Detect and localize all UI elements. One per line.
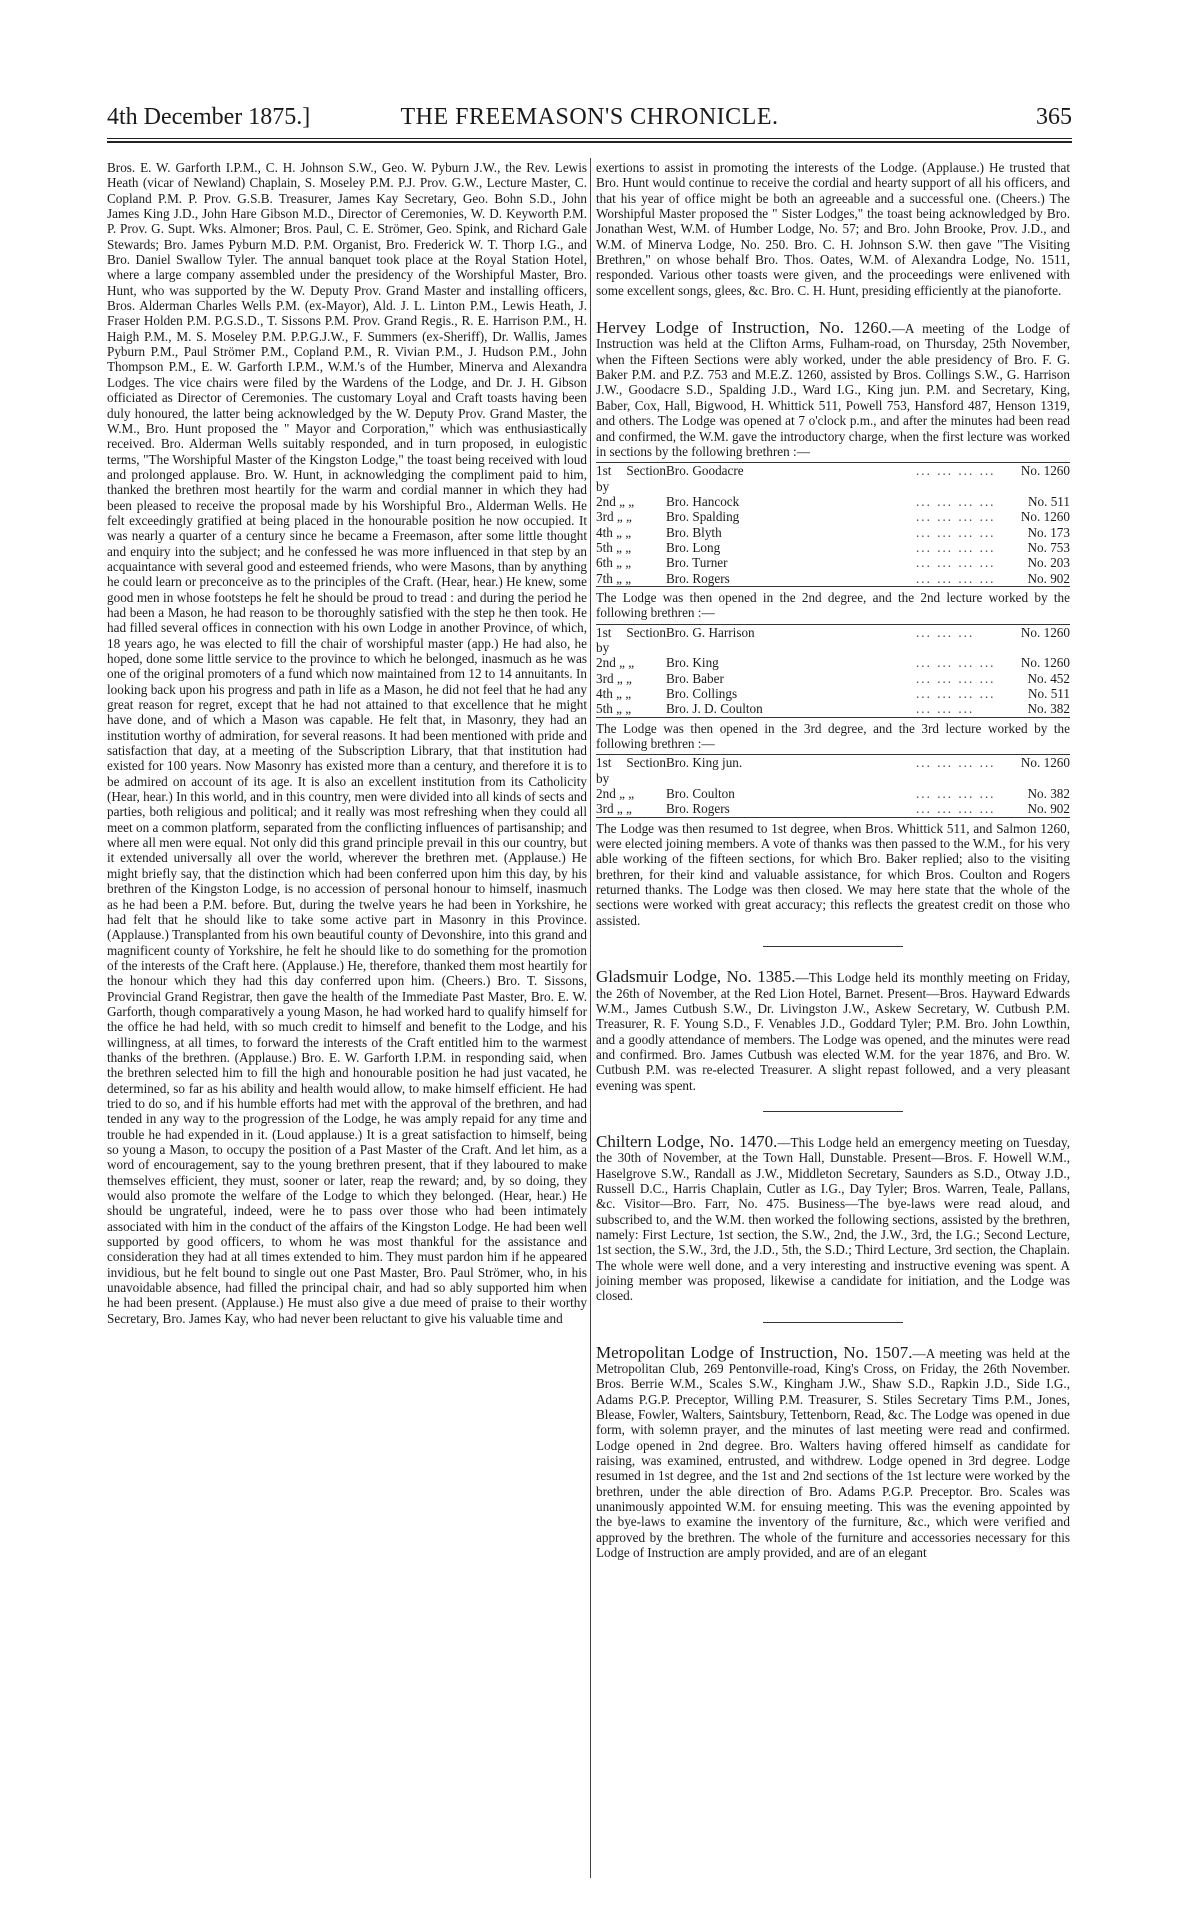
leader-dots: ... ... ... ... <box>916 555 996 571</box>
third-degree-text: The Lodge was then opened in the 3rd degree, and the 3rd lecture worked by the following brethren :— <box>596 720 1070 752</box>
kingston-lodge-continuation: exertions to assist in promoting the interests of the Lodge. (Applause.) He trusted that Bro. Hunt would continue to receive the cordial and hearty support of all his officers, and that his year of office might be both an agreeable and a successful one. (Cheers.) The Worshipful Master proposed the " Sister Lodges," the toast being acknowledged by Bro. Jonathan West, W.M. of Humber Lodge, No. 57; and Bro. John Brooke, Prov. J.D., and W.M. of Minerva Lodge, No. 250. Bro. C. H. Johnson S.W. then gave "The Visiting Brethren," on whose behalf Bro. Thos. Oates, W.M. of Alexandra Lodge, No. 1511, responded. Various other toasts were given, and the proceedings were enlivened with some excellent songs, glees, &c. Bro. C. H. Hunt, presiding efficiently at the pianoforte. <box>596 160 1070 298</box>
leader-dots: ... ... ... ... <box>916 801 996 817</box>
article-body: —This Lodge held its monthly meeting on Friday, the 26th of November, at the Red Lion Hotel, Barnet. Present—Bros. Hayward Edwards W.M., James Cutbush S.W., Dr. Livingston J.W., Askew Secretary, W. Cutbush P.M. Treasurer, R. F. Young S.D., F. Venables J.D., Goddard Tyler; P.M. Bro. John Lowthin, and a goodly attendance of members. The Lodge was opened, and the minutes were read and confirmed. Bro. James Cutbush was elected W.M. for the year 1876, and Bro. W. Cutbush P.M. was re-elected Treasurer. A slight repast followed, and a very pleasant evening was spent. <box>596 970 1070 1093</box>
section-row <box>596 571 1070 587</box>
leader-dots: ... ... ... ... <box>916 493 996 509</box>
section-row <box>596 655 1070 670</box>
second-degree-text: The Lodge was then opened in the 2nd degree, and the 2nd lecture worked by the following brethren :— <box>596 589 1070 621</box>
masthead <box>107 100 1072 140</box>
section-row <box>596 671 1070 686</box>
page-number: 365 <box>1036 104 1072 130</box>
brother-name: Bro. J. D. Coulton <box>666 701 763 717</box>
kingston-lodge-report: Bros. E. W. Garforth I.P.M., C. H. Johnson S.W., Geo. W. Pyburn J.W., the Rev. Lewis Heath (vicar of Newland) Chaplain, S. Moseley P.M. P.J. Prov. G.W., Lecture Master, C. Copland P.M. P. Prov. G.S.B. Treasurer, James Kay Secretary, Geo. Bohn S.D., John James King J.D., John Hare Gibson M.D., Director of Ceremonies, W. D. Keyworth P.M. P. Prov. G. Supt. Wks. Almoner; Bros. Paul, C. E. Strömer, Geo. Spink, and Richard Gale Stewards; Bro. James Pyburn M.D. P.M. Organist, Bro. Frederick W. T. Thorp I.G., and Bro. Daniel Swallow Tyler. The annual banquet took place at the Royal Station Hotel, where a large company assembled under the presidency of the Worshipful Master, Bro. Hunt, who was supported by the W. Deputy Prov. Grand Master and installing officers, Bros. Alderman Charles Wells P.M. (ex-Mayor), Ald. J. L. Linton P.M., Lewis Heath, J. Fraser Holden P.M. P.G.S.D., T. Sissons P.M. Prov. Grand Regis., R. E. Harrison P.M., H. Haigh P.M., M. S. Moseley P.M. P.P.G.J.W., F. Summers (ex-Sheriff), Dr. Wallis, James Pyburn P.M., Paul Strömer P.M., Copland P.M., R. Vivian P.M., J. Hudson P.M., John Thompson P.M., E. W. Garforth I.P.M., W.M.'s of the Humber, Minerva and Alexandra Lodges. The vice chairs were filed by the Wardens of the Lodge, and Dr. J. H. Gibson officiated as Director of Ceremonies. The customary Loyal and Craft toasts having been duly honoured, the latter being acknowledged by the W. Deputy Prov. Grand Master, the W.M., Bro. Hunt proposed the " Mayor and Corporation," which was enthusiastically received. Bro. Alderman Wells suitably responded, and in turn proposed, in eulogistic terms, "The Worshipful Master of the Kingston Lodge," the toast being received with loud and prolonged applause. Bro. W. Hunt, in acknowledging the compliment paid to him, thanked the brethren most heartily for the warm and cordial manner in which they had been pleased to receive the proposal made by his Worshipful Bro., Alderman Wells. He felt exceedingly gratified at being placed in the honourable position he now occupied. It was nearly a quarter of a century since he became a Freemason, after some little thought and enquiry into the subject; and he confessed he was more influenced in that step by an acquaintance with several good and esteemed friends, who were Masons, than by anything he could learn or preconceive as to the principles of the Craft. (Hear, hear.) He knew, some good men in whose footsteps he felt he should be proud to tread : and during the period he had been a Mason, he had reason to be thoroughly satisfied with the step he then took. He had filled several offices in connection with his own Lodge in another Province, of which, 18 years ago, he was elected to fill the chair of worshipful master (app.) He had also, he hoped, done some little service to the province to which he belonged, inasmuch as he was one of the original promoters of a fund which now maintained from 12 to 14 annuitants. In looking back upon his progress and path in life as a Mason, he did not feel that he had any great reason for regret, except that he had not attained to that excellence that he might have done, and of which a Mason was capable. He felt that, in Masonry, they had an institution worthy of admiration, for several reasons. It had been mentioned with pride and satisfaction that day, at a meeting of the Subscription Library, that that institution had existed for 100 years. Now Masonry has existed more than a century, and therefore it is to be admired on account of its age. It is also an excellent institution from its Catholicity (Hear, hear.) In this world, and in this country, men were divided into all kinds of sects and parties, both religious and political; and it really was most refreshing when they could all meet on a common platform, separated from the conflicting influences of partisanship; and where all men were equal. Not only did this grand principle prevail in this our country, but it extended universally all over the world, wherever the brethren met. (Applause.) He might briefly say, that the distinction which had been conferred upon him this day, by his brethren of the Kingston Lodge, is no accession of personal honour to himself, inasmuch as he had been a P.M. before. But, during the twelve years he had been in Yorkshire, he had felt that he should like to take some active part in Masonry in this Province. (Applause.) Transplanted from his own beautiful county of Devonshire, into this grand and magnificent county of Yorkshire, he felt he should like to do something for the promotion of the interests of the Craft here. (Applause.) He, therefore, thanked them most heartily for the honour which they had this day conferred upon him. (Cheers.) Bro. T. Sissons, Provincial Grand Registrar, then gave the health of the Immediate Past Master, Bro. E. W. Garforth, though comparatively a young Mason, he had worked hard to qualify himself for the office he had held, with so much credit to himself and benefit to the Lodge, and his willingness, at all times, to forward the interests of the Craft entitled him to the warmest thanks of the brethren. (Applause.) Bro. E. W. Garforth I.P.M. in responding said, when the brethren selected him to fill the high and honourable position he had just vacated, he determined, so far as his ability and health would allow, to make himself efficient. He had tried to do so, and if his humble efforts had met with the approval of the brethren, and had tended in any way to the progression of the Lodge, he was amply repaid for any time and trouble he had expended in it. (Loud applause.) It is a great satisfaction to himself, being so young a Mason, to occupy the position of a Past Master of the Craft. And let him, as a word of encouragement, say to the young brethren present, that if they laboured to make themselves efficient, they must, sooner or later, reap the reward; and, by so doing, they would also promote the welfare of the Lodge to which they belonged. (Hear, hear.) He should be ungrateful, indeed, were he to pass over those who had been intimately associated with him in the conduct of the affairs of the Kingston Lodge. He had been well supported by good officers, to whom he was most thankful for the assistance and consideration they had at all times extended to him. They must pardon him if he appeared invidious, but he felt bound to single out one Past Master, Bro. Paul Strömer, who, in his unavoidable absence, had filled the principal chair, and had so ably supported him when he had been present. (Applause.) He must also give a due meed of praise to their worthy Secretary, Bro. James Kay, who had never been reluctant to give his valuable time and <box>107 160 587 1326</box>
lodge-number: No. 1260 <box>1020 755 1070 771</box>
article-body: —A meeting was held at the Metropolitan Club, 269 Pentonville-road, King's Cross, on Friday, the 26th November. Bros. Berrie W.M., Scales S.W., Kingham J.W., Shaw S.D., Rapkin J.D., Side I.G., Adams P.G.P. Preceptor, Willing P.M. Treasurer, S. Stiles Secretary Tims P.M., Jones, Blease, Fowler, Walters, Saintsbury, Tettenborn, Read, &c. The Lodge was opened in due form, with solemn prayer, and the minutes of last meeting were read and confirmed. Lodge opened in 2nd degree. Bro. Walters having offered himself as candidate for raising, was examined, entrusted, and withdrew. Lodge opened in 3rd degree. Lodge resumed in 1st degree, and the 1st and 2nd sections of the 1st lecture were worked by the brethren, under the able direction of Bro. Adams P.G.P. Preceptor. Bro. Scales was unanimously appointed W.M. for ensuing meeting. This was the evening appointed by the bye-laws to examine the inventory of the furniture, &c., which were verified and approved by the brethren. The whole of the furniture and accessories necessary for this Lodge of Instruction are amply provided, and are of an elegant <box>596 1345 1070 1561</box>
leader-dots: ... ... ... <box>916 624 975 640</box>
brother-name: Bro. Rogers <box>666 570 730 586</box>
lodge-number: No. 203 <box>1027 555 1070 571</box>
brother-name: Bro. Long <box>666 539 721 555</box>
section-ordinal: 5th „ „ <box>596 539 632 555</box>
article-heading: Gladsmuir Lodge, No. 1385. <box>596 967 796 987</box>
article-heading: Hervey Lodge of Instruction, No. 1260. <box>596 318 892 338</box>
lodge-number: No. 382 <box>1027 701 1070 717</box>
section-row <box>596 540 1070 555</box>
brother-name: Bro. Goodacre <box>666 463 744 479</box>
leader-dots: ... ... ... ... <box>916 463 996 479</box>
article-intro: —A meeting of the Lodge of Instruction was held at the Clifton Arms, Fulham-road, on Thursday, 25th November, when the Fifteen Sections were ably worked, under the able presidency of Bro. F. G. Baker P.M. and P.Z. 753 and M.E.Z. 1260, assisted by Bros. Collings S.W., G. Harrison J.W., Goodacre S.D., Spalding J.D., Ward I.G., King jun. P.M. and Secretary, King, Baber, Cox, Hall, Bigwood, H. Whittick 511, Powell 753, Hansford 487, Henson 1319, and others. The Lodge was opened at 7 o'clock p.m., and after the minutes had been read and confirmed, the W.M. gave the introductory charge, when the first lecture was worked in sections by the following brethren :— <box>596 321 1070 459</box>
issue-date: 4th December 1875.] <box>107 104 311 130</box>
article-body: —This Lodge held an emergency meeting on Tuesday, the 30th of November, at the Town Hall, Dunstable. Present—Bros. F. Howell W.M., Haselgrove S.W., Randall as J.W., Middleton Secretary, Saunders as S.D., Otway J.D., Russell D.C., Harris Chaplain, Cutler as I.G., Day Tyler; Bros. Warren, Teale, Pallans, &c. Visitor—Bro. Farr, No. 475. Business—The bye-laws were read aloud, and subscribed to, and the W.M. then worked the following sections, assisted by the brethren, namely: First Lecture, 1st section, the S.W., 2nd, the J.W., 3rd, the I.G.; Second Lecture, 1st section, the S.W., 3rd, the J.D., 5th, the S.D.; Third Lecture, 3rd section, the Chaplain. The whole were well done, and a very interesting and instructive evening was spent. A joining member was proposed, likewise a candidate for initiation, and the Lodge was closed. <box>596 1134 1070 1304</box>
brother-name: Bro. Hancock <box>666 493 740 509</box>
leader-dots: ... ... ... ... <box>916 686 996 701</box>
lodge-number: No. 511 <box>1027 686 1070 701</box>
lodge-number: No. 1260 <box>1020 655 1070 671</box>
brother-name: Bro. Spalding <box>666 509 740 525</box>
section-row <box>596 686 1070 701</box>
leader-dots: ... ... ... ... <box>916 755 996 771</box>
lodge-number: No. 511 <box>1027 493 1070 509</box>
section-row <box>596 786 1070 801</box>
lodge-number: No. 1260 <box>1020 624 1070 640</box>
chiltern-lodge-article <box>596 1131 1070 1304</box>
lodge-number: No. 173 <box>1027 524 1070 540</box>
section-ordinal: 2nd „ „ <box>596 786 635 802</box>
lodge-number: No. 382 <box>1027 786 1070 802</box>
article-heading: Chiltern Lodge, No. 1470. <box>596 1131 778 1151</box>
second-lecture-list <box>596 624 1070 718</box>
hervey-lodge-article <box>596 320 1070 928</box>
leader-dots: ... ... ... <box>916 701 975 717</box>
lodge-number: No. 1260 <box>1020 463 1070 479</box>
section-ordinal: 3rd „ „ <box>596 509 632 525</box>
brother-name: Bro. Blyth <box>666 524 722 540</box>
left-column <box>107 160 587 1326</box>
section-row <box>596 755 1070 786</box>
section-row <box>596 509 1070 524</box>
lodge-number: No. 1260 <box>1020 509 1070 525</box>
metropolitan-lodge-article <box>596 1342 1070 1561</box>
column-divider <box>590 158 591 1878</box>
lodge-number: No. 452 <box>1027 670 1070 686</box>
lodge-number: No. 902 <box>1027 570 1070 586</box>
brother-name: Bro. Coulton <box>666 786 735 802</box>
section-ordinal: 6th „ „ <box>596 555 632 571</box>
third-lecture-list <box>596 754 1070 817</box>
section-row <box>596 555 1070 570</box>
brother-name: Bro. G. Harrison <box>666 624 755 640</box>
article-closing: The Lodge was then resumed to 1st degree, when Bros. Whittick 511, and Salmon 1260, were elected joining members. A vote of thanks was then passed to the W.M., for his very able working of the fifteen sections, for which Bro. Baker replied; also to the visiting brethren, for their kind and valuable assistance, for which Bros. Coulton and Rogers returned thanks. The Lodge was then closed. We may here state that the whole of the sections were worked with great accuracy; this reflects the greatest credit on those who assisted. <box>596 820 1070 928</box>
brother-name: Bro. King <box>666 655 719 671</box>
section-ordinal: 1st Section by <box>596 755 666 786</box>
first-lecture-list <box>596 462 1070 587</box>
right-column <box>596 160 1070 1561</box>
gladsmuir-lodge-article <box>596 969 1070 1093</box>
leader-dots: ... ... ... ... <box>916 524 996 540</box>
masthead-rule-thick <box>107 141 1072 143</box>
brother-name: Bro. Rogers <box>666 801 730 817</box>
section-ordinal: 3rd „ „ <box>596 801 632 817</box>
leader-dots: ... ... ... ... <box>916 539 996 555</box>
section-row <box>596 624 1070 655</box>
lodge-number: No. 753 <box>1027 539 1070 555</box>
section-row <box>596 801 1070 817</box>
brother-name: Bro. Collings <box>666 686 738 701</box>
brother-name: Bro. Turner <box>666 555 728 571</box>
leader-dots: ... ... ... ... <box>916 509 996 525</box>
leader-dots: ... ... ... ... <box>916 670 996 686</box>
section-separator <box>763 1322 903 1323</box>
section-ordinal: 4th „ „ <box>596 686 632 701</box>
brother-name: Bro. King jun. <box>666 755 743 771</box>
section-separator <box>763 1111 903 1112</box>
section-ordinal: 3rd „ „ <box>596 670 632 686</box>
section-ordinal: 2nd „ „ <box>596 493 635 509</box>
lodge-number: No. 902 <box>1027 801 1070 817</box>
section-ordinal: 7th „ „ <box>596 570 632 586</box>
leader-dots: ... ... ... ... <box>916 655 996 671</box>
section-ordinal: 4th „ „ <box>596 524 632 540</box>
section-row <box>596 494 1070 509</box>
article-heading: Metropolitan Lodge of Instruction, No. 1507. <box>596 1342 913 1362</box>
section-ordinal: 1st Section by <box>596 463 666 494</box>
section-ordinal: 1st Section by <box>596 624 666 655</box>
brother-name: Bro. Baber <box>666 670 724 686</box>
masthead-rule <box>107 138 1072 139</box>
section-row <box>596 463 1070 494</box>
leader-dots: ... ... ... ... <box>916 570 996 586</box>
section-ordinal: 2nd „ „ <box>596 655 635 671</box>
publication-title: THE FREEMASON'S CHRONICLE. <box>400 104 779 130</box>
section-ordinal: 5th „ „ <box>596 701 632 717</box>
leader-dots: ... ... ... ... <box>916 786 996 802</box>
section-separator <box>763 946 903 947</box>
section-row <box>596 701 1070 717</box>
section-row <box>596 525 1070 540</box>
